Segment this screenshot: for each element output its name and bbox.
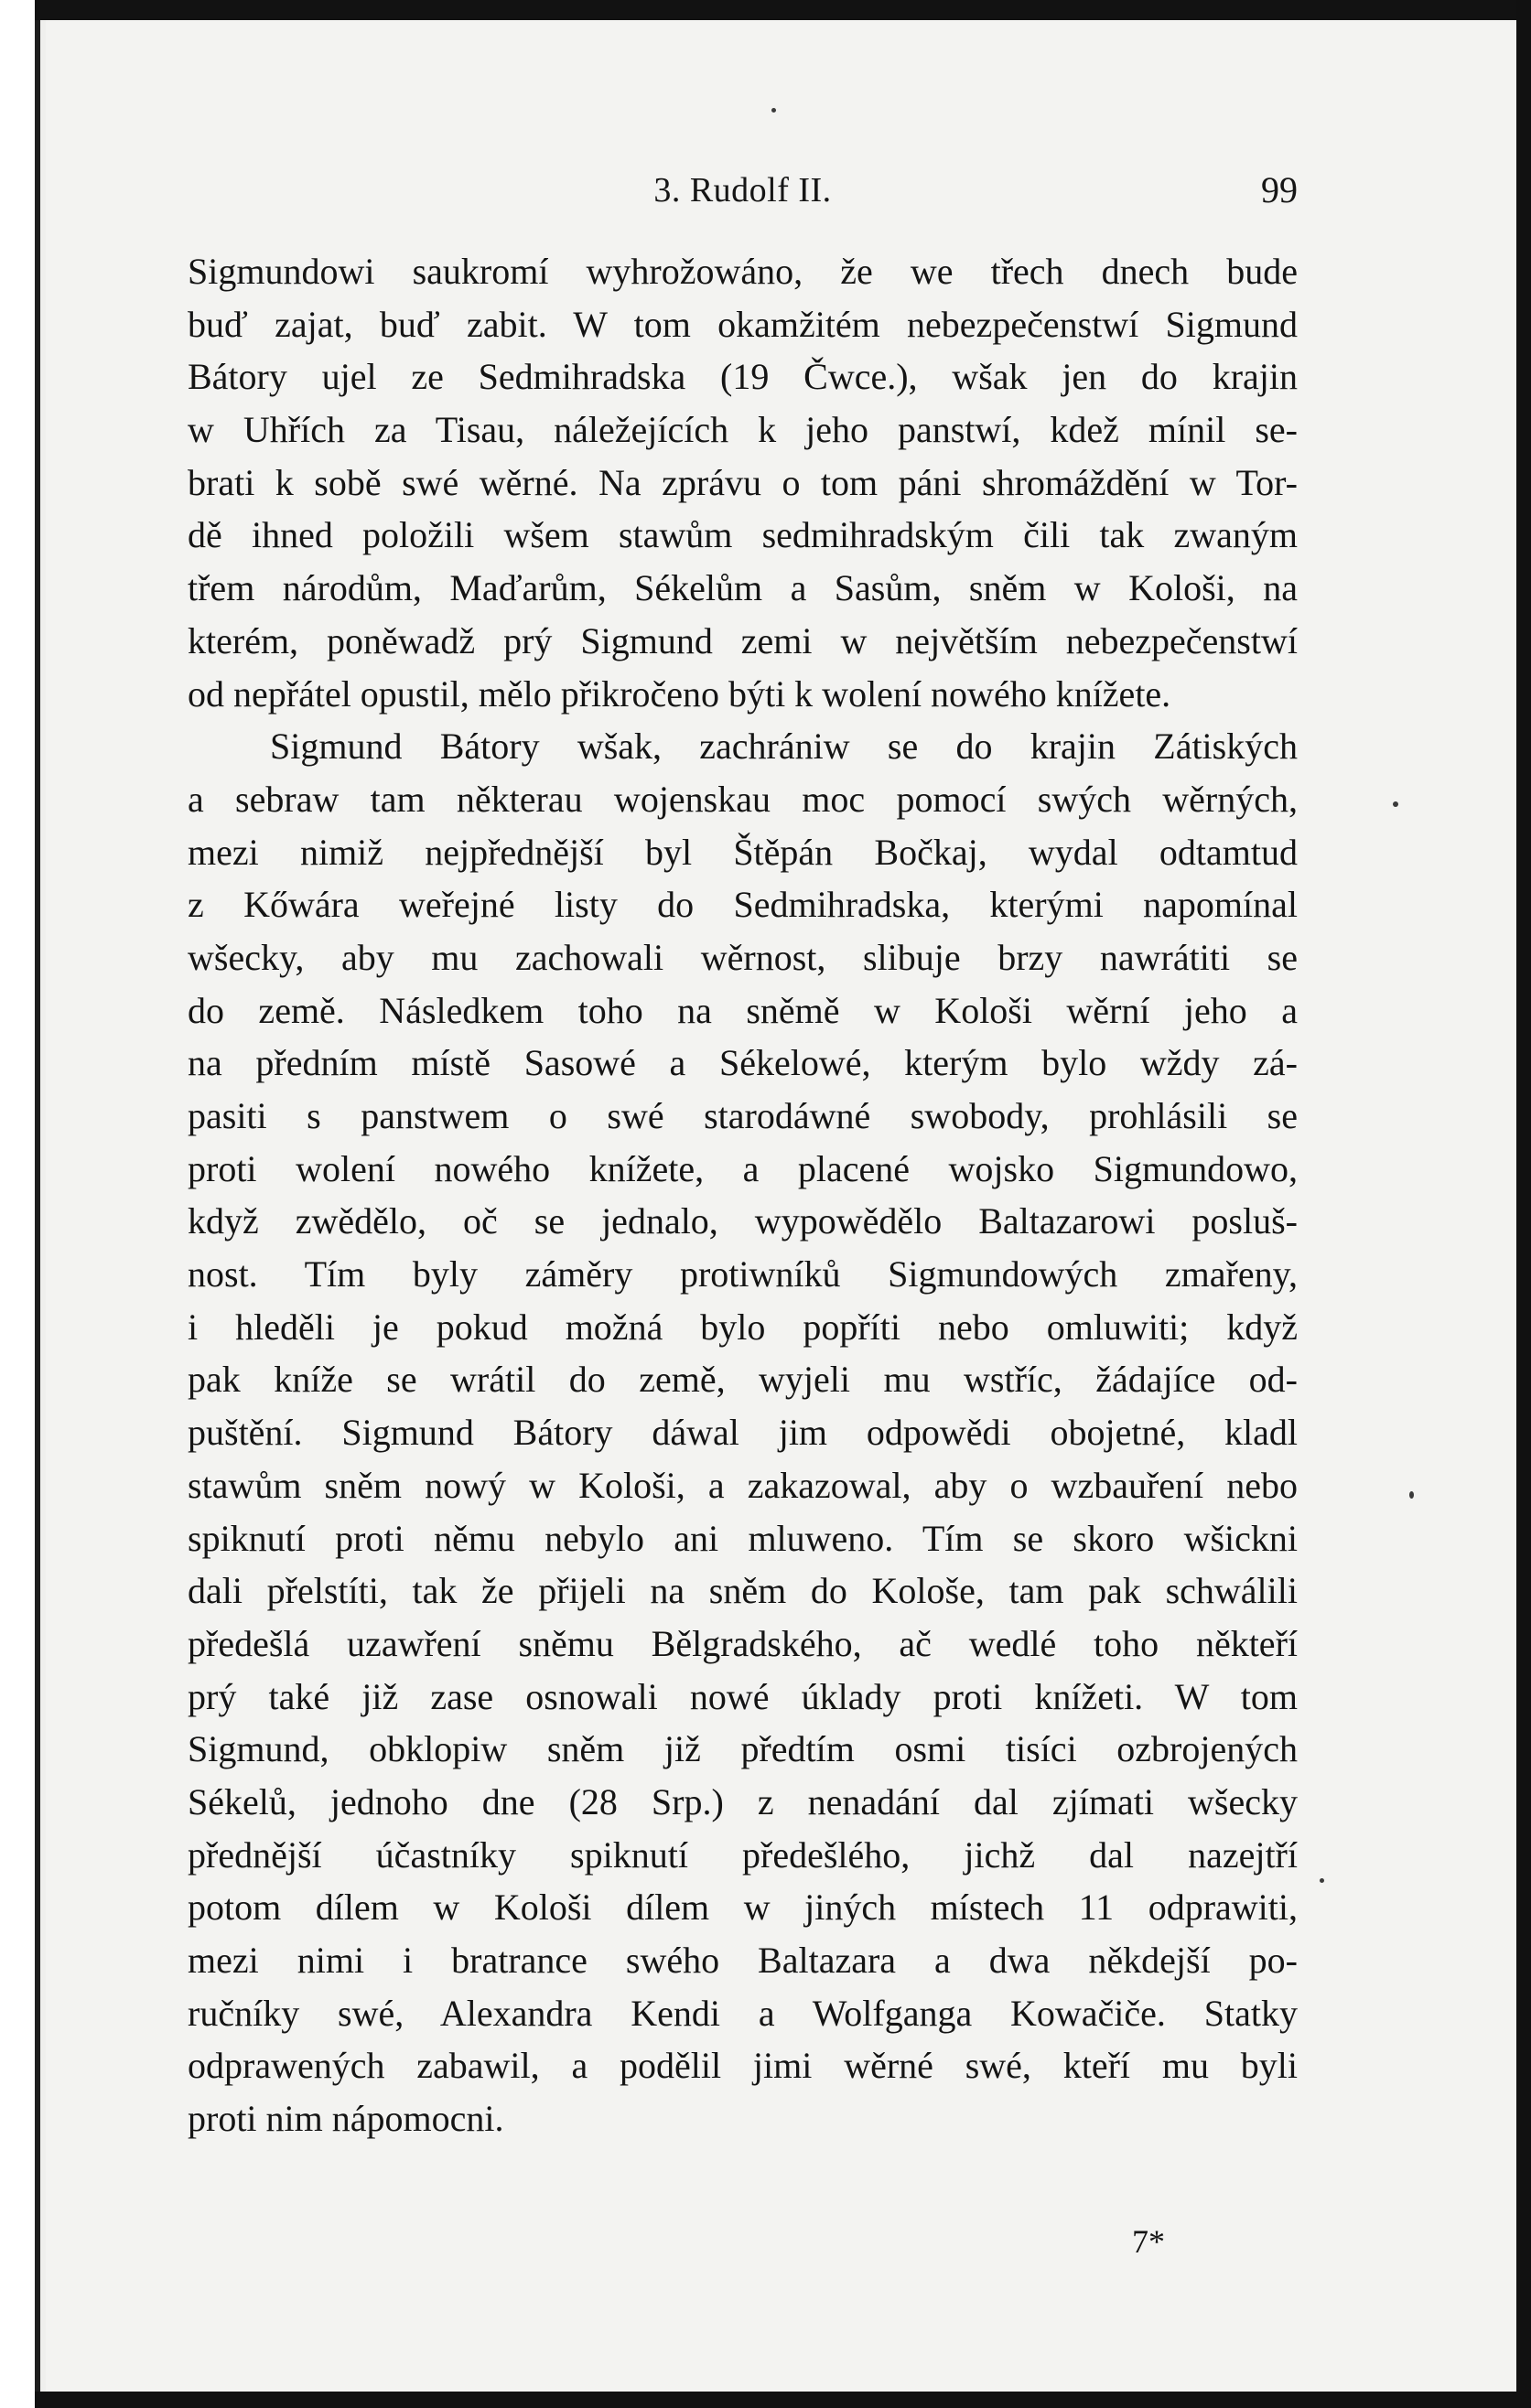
text-line: na předním místě Sasowé a Sékelowé, kterým bylo wždy zá- — [188, 1042, 1298, 1084]
running-title: 3. Rudolf II. — [653, 171, 832, 210]
text-line: pasiti s panstwem o swé starodáwné swobody, prohlásili se — [188, 1095, 1298, 1136]
text-line: odprawených zabawil, a podělil jimi wěrné swé, kteří mu byli — [188, 2045, 1298, 2087]
text-line: w Uhřích za Tisau, náležejících k jeho panstwí, kdež mínil se- — [188, 409, 1298, 451]
text-line: přednější účastníky spiknutí předešlého, jichž dal nazejtří — [188, 1833, 1298, 1876]
text-line: třem národům, Maďarům, Sékelům a Sasům, sněm w Kološi, na — [188, 567, 1298, 609]
running-head — [188, 165, 1298, 216]
text-line: brati k sobě swé wěrné. Na zprávu o tom páni shromáždění w Tor- — [188, 461, 1298, 503]
scan-speck — [1320, 1878, 1324, 1883]
scan-speck — [771, 108, 776, 113]
text-line: stawům sněm nowý w Kološi, a zakazowal, aby o wzbauření nebo — [188, 1464, 1298, 1506]
bottom-scan-border — [35, 2392, 1531, 2408]
text-line: mezi nimi i bratrance swého Baltazara a dwa někdejší po- — [188, 1940, 1298, 1981]
body-text — [188, 245, 1298, 2145]
left-page-edge — [0, 0, 40, 2408]
text-line: do země. Následkem toho na sněmě w Kološi wěrní jeho a — [188, 989, 1298, 1031]
page-number: 99 — [1261, 169, 1298, 210]
text-line: puštění. Sigmund Bátory dáwal jim odpowědi obojetné, kladl — [188, 1412, 1298, 1454]
text-line: předešlá uzawření sněmu Bělgradského, ač wedlé toho někteří — [188, 1622, 1298, 1664]
scan-speck — [1409, 1491, 1414, 1499]
signature-mark: 7* — [1132, 2223, 1165, 2260]
text-line: i hleděli je pokud možná bylo popříti nebo omluwiti; když — [188, 1306, 1298, 1348]
text-line: wšecky, aby mu zachowali wěrnost, slibuje brzy nawrátiti se — [188, 936, 1298, 978]
text-line: proti nim nápomocni. — [188, 2098, 504, 2140]
text-line: buď zajat, buď zabit. W tom okamžitém nebezpečenstwí Sigmund — [188, 303, 1298, 345]
text-line: prý také již zase osnowali nowé úklady proti knížeti. W tom — [188, 1675, 1298, 1717]
text-line: Sigmund, obklopiw sněm již předtím osmi tisíci ozbrojených — [188, 1728, 1298, 1770]
text-line: mezi nimiž nejpřednější byl Štěpán Bočkaj, wydal odtamtud — [188, 831, 1298, 873]
text-line: proti wolení nowého knížete, a placené wojsko Sigmundowo, — [188, 1147, 1298, 1189]
text-line: Sigmundowi saukromí wyhrožowáno, že we třech dnech bude — [188, 251, 1298, 292]
text-line: Bátory ujel ze Sedmihradska (19 Čwce.), wšak jen do krajin — [188, 356, 1298, 398]
right-scan-border — [1516, 0, 1531, 2408]
text-line: a sebraw tam některau wojenskau moc pomocí swých wěrných, — [188, 778, 1298, 820]
top-scan-border — [35, 0, 1531, 20]
text-line: Sékelů, jednoho dne (28 Srp.) z nenadání dal zjímati wšecky — [188, 1780, 1298, 1822]
text-line: kterém, poněwadž prý Sigmund zemi w největším nebezpečenstwí — [188, 619, 1298, 661]
scan-speck — [1393, 801, 1398, 807]
text-line: z Kőwára weřejné listy do Sedmihradska, kterými napomínal — [188, 884, 1298, 926]
text-line: když zwědělo, oč se jednalo, wypowědělo Baltazarowi posluš- — [188, 1200, 1298, 1242]
text-line: dě ihned položili wšem stawům sedmihradským čili tak zwaným — [188, 514, 1298, 556]
text-line: od nepřátel opustil, mělo přikročeno býti k wolení nowého knížete. — [188, 672, 1171, 715]
text-line: dali přelstíti, tak že přijeli na sněm do Kološe, tam pak schwálili — [188, 1570, 1298, 1612]
text-line: ručníky swé, Alexandra Kendi a Wolfganga Kowačiče. Statky — [188, 1992, 1298, 2034]
text-line: Sigmund Bátory wšak, zachrániw se do krajin Zátiských — [270, 726, 1298, 768]
text-line: pak kníže se wrátil do země, wyjeli mu wstříc, žádajíce od- — [188, 1359, 1298, 1401]
text-line: nost. Tím byly záměry protiwníků Sigmundowých zmařeny, — [188, 1253, 1298, 1295]
text-line: spiknutí proti němu nebylo ani mluweno. Tím se skoro wšickni — [188, 1517, 1298, 1559]
text-line: potom dílem w Kološi dílem w jiných místech 11 odprawiti, — [188, 1887, 1298, 1929]
